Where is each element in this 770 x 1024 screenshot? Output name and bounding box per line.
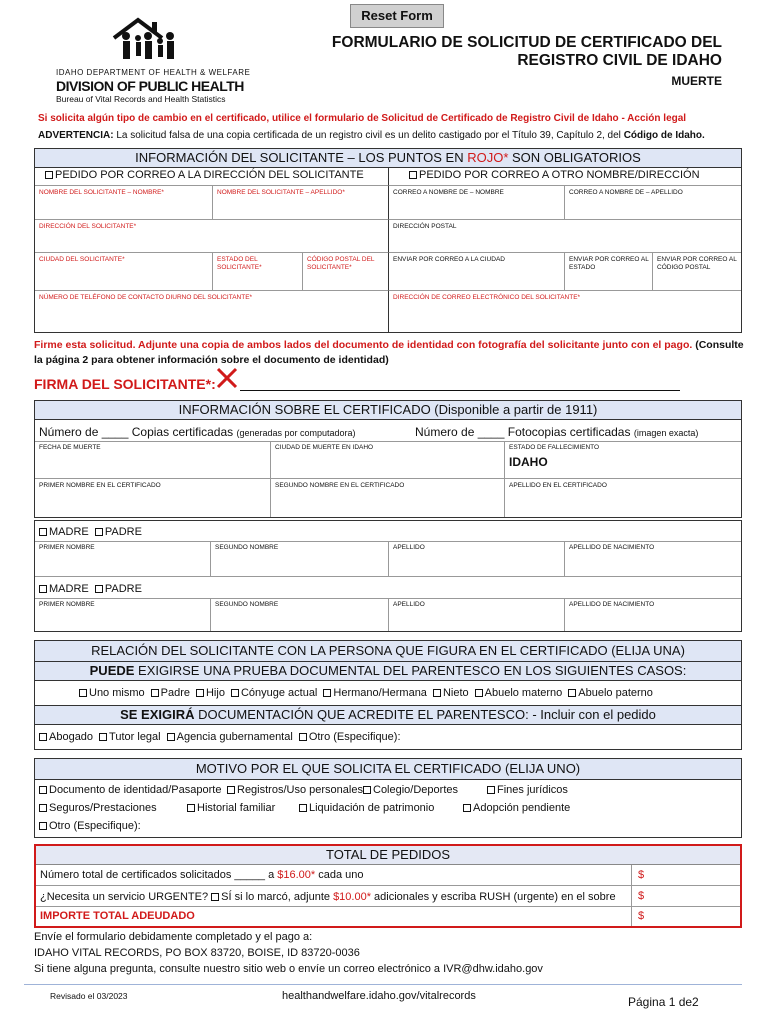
relation-options-2: Abogado Tutor legal Agencia gubernamental Otro (Especifique): (39, 731, 407, 743)
parent1-last-field[interactable]: APELLIDO (389, 541, 565, 577)
certificate-subtotal[interactable]: $ (632, 865, 740, 886)
applicant-zip-field[interactable]: CÓDIGO POSTAL DEL SOLICITANTE* (303, 253, 389, 291)
signature-line[interactable] (240, 390, 680, 391)
sibling-checkbox[interactable] (323, 689, 331, 697)
relation-options-1: Uno mismo Padre Hijo Cónyuge actual Hermano/Hermana Nieto Abuelo materno Abuelo paterno (79, 687, 659, 699)
relation-header: RELACIÓN DEL SOLICITANTE CON LA PERSONA QUE FIGURA EN EL CERTIFICADO (ELIJA UNA) (35, 641, 741, 661)
required-note: SE EXIGIRÁ DOCUMENTACIÓN QUE ACREDITE EL PARENTESCO: - Incluir con el pedido (35, 705, 741, 725)
applicant-first-name-field[interactable]: NOMBRE DEL SOLICITANTE – NOMBRE* (35, 186, 213, 220)
parent-checkbox[interactable] (151, 689, 159, 697)
death-state-value: IDAHO (509, 455, 548, 469)
parent1-middle-field[interactable]: SEGUNDO NOMBRE (211, 541, 389, 577)
agency-checkbox[interactable] (167, 733, 175, 741)
cert-middle-name-field[interactable]: SEGUNDO NOMBRE EN EL CERTIFICADO (271, 479, 505, 517)
bureau-name: Bureau of Vital Records and Health Statistics (56, 94, 226, 104)
mail-to-applicant-option[interactable]: PEDIDO POR CORREO A LA DIRECCIÓN DEL SOLICITANTE (35, 167, 389, 186)
total-due-value[interactable]: $ (638, 910, 645, 922)
applicant-last-name-field[interactable]: NOMBRE DEL SOLICITANTE – APELLIDO* (213, 186, 389, 220)
rush-subtotal[interactable]: $ (632, 886, 740, 907)
reset-form-button[interactable]: Reset Form (350, 4, 444, 28)
footer-divider (24, 984, 742, 985)
adoption-checkbox[interactable] (463, 804, 471, 812)
self-checkbox[interactable] (79, 689, 87, 697)
mother-checkbox[interactable] (39, 585, 47, 593)
cert-first-name-field[interactable]: PRIMER NOMBRE EN EL CERTIFICADO (35, 479, 271, 517)
mother-checkbox[interactable] (39, 528, 47, 536)
id-passport-checkbox[interactable] (39, 786, 47, 794)
warning-text: ADVERTENCIA: La solicitud falsa de una copia certificada de un registro civil es un delito castigado por el Título 39, Capítulo 2, del Código de Idaho. (38, 130, 705, 141)
mail-state-field[interactable]: ENVIAR POR CORREO AL ESTADO (565, 253, 653, 291)
death-city-field[interactable]: CIUDAD DE MUERTE EN IDAHO (271, 441, 505, 479)
parent2-first-field[interactable]: PRIMER NOMBRE (35, 598, 211, 631)
certificate-count-row[interactable]: Número total de certificados solicitados _____ a $16.00* cada uno (36, 865, 632, 886)
reason-row-1: Documento de identidad/Pasaporte Registros/Uso personales Colegio/Deportes Fines jurídicos (39, 784, 568, 796)
signature-label: FIRMA DEL SOLICITANTE*: (34, 376, 216, 392)
parent2-middle-field[interactable]: SEGUNDO NOMBRE (211, 598, 389, 631)
child-checkbox[interactable] (196, 689, 204, 697)
applicant-state-field[interactable]: ESTADO DEL SOLICITANTE* (213, 253, 303, 291)
death-date-field[interactable]: FECHA DE MUERTE (35, 441, 271, 479)
father-checkbox[interactable] (95, 585, 103, 593)
certificate-header: INFORMACIÓN SOBRE EL CERTIFICADO (Disponible a partir de 1911) (35, 401, 741, 420)
signature-x-icon (216, 367, 238, 389)
photocopies-row: Número de ____ Fotocopias certificadas (imagen exacta) (415, 425, 699, 439)
dept-name: IDAHO DEPARTMENT OF HEALTH & WELFARE (56, 68, 251, 77)
form-title-2: REGISTRO CIVIL DE IDAHO (517, 52, 722, 69)
estate-checkbox[interactable] (299, 804, 307, 812)
guardian-checkbox[interactable] (99, 733, 107, 741)
checkbox[interactable] (45, 171, 53, 179)
cert-last-name-field[interactable]: APELLIDO EN EL CERTIFICADO (509, 482, 607, 489)
checkbox[interactable] (409, 171, 417, 179)
grandchild-checkbox[interactable] (433, 689, 441, 697)
page-number: Página 1 de2 (628, 995, 699, 1009)
applicant-city-field[interactable]: CIUDAD DEL SOLICITANTE* (35, 253, 213, 291)
mail-zip-field[interactable]: ENVIAR POR CORREO AL CÓDIGO POSTAL (653, 253, 741, 291)
death-state-field[interactable]: ESTADO DE FALLECIMIENTO IDAHO (505, 441, 741, 479)
form-title-1: FORMULARIO DE SOLICITUD DE CERTIFICADO DEL (331, 34, 722, 51)
sign-instructions: Firme esta solicitud. Adjunte una copia de ambos lados del documento de identidad con fotografía del solicitante junto con el pago. (Consulte la página 2 para obtener información sobre el documento de identidad) (34, 339, 744, 366)
reason-section (34, 758, 742, 838)
parent2-birth-name-field[interactable]: APELLIDO DE NACIMIENTO (569, 601, 655, 608)
father-checkbox[interactable] (95, 528, 103, 536)
reason-row-2: Seguros/Prestaciones Historial familiar Liquidación de patrimonio Adopción pendiente (39, 802, 570, 814)
postal-address-field[interactable]: DIRECCIÓN POSTAL (389, 220, 741, 253)
other-checkbox[interactable] (299, 733, 307, 741)
rush-checkbox[interactable] (211, 893, 219, 901)
applicant-email-field[interactable]: DIRECCIÓN DE CORREO ELECTRÓNICO DEL SOLICITANTE* (393, 294, 581, 301)
copies-row: Número de ____ Copias certificadas (generadas por computadora) (39, 425, 356, 439)
reason-row-3: Otro (Especifique): (39, 820, 141, 832)
parent2-options: MADRE PADRE (39, 583, 142, 595)
attorney-checkbox[interactable] (39, 733, 47, 741)
parent2-last-field[interactable]: APELLIDO (389, 598, 565, 631)
applicant-header: INFORMACIÓN DEL SOLICITANTE – LOS PUNTOS EN ROJO* SON OBLIGATORIOS (35, 149, 741, 168)
contact-info: Si tiene alguna pregunta, consulte nuestro sitio web o envíe un correo electrónico a IVR@dhw.idaho.gov (34, 963, 543, 975)
form-subtitle: MUERTE (671, 74, 722, 88)
total-due-label: IMPORTE TOTAL ADEUDADO (36, 907, 632, 926)
rush-service-row[interactable]: ¿Necesita un servicio URGENTE? SÍ si lo marcó, adjunte $10.00* adicionales y escriba RUSH (urgente) en el sobre (36, 886, 632, 907)
reason-header: MOTIVO POR EL QUE SOLICITA EL CERTIFICADO (ELIJA UNO) (35, 759, 741, 780)
other-reason-checkbox[interactable] (39, 822, 47, 830)
mail-city-field[interactable]: ENVIAR POR CORREO A LA CIUDAD (389, 253, 565, 291)
personal-use-checkbox[interactable] (227, 786, 235, 794)
idhw-logo (108, 14, 180, 64)
send-instructions: Envíe el formulario debidamente completado y el pago a: (34, 931, 313, 943)
insurance-checkbox[interactable] (39, 804, 47, 812)
applicant-address-field[interactable]: DIRECCIÓN DEL SOLICITANTE* (35, 220, 389, 253)
applicant-section (34, 148, 742, 333)
maternal-grandparent-checkbox[interactable] (475, 689, 483, 697)
may-require-note: PUEDE EXIGIRSE UNA PRUEBA DOCUMENTAL DEL PARENTESCO EN LOS SIGUIENTES CASOS: (35, 661, 741, 681)
mail-last-name-field[interactable]: CORREO A NOMBRE DE – APELLIDO (565, 186, 741, 220)
spouse-checkbox[interactable] (231, 689, 239, 697)
paternal-grandparent-checkbox[interactable] (568, 689, 576, 697)
totals-header: TOTAL DE PEDIDOS (36, 846, 740, 865)
legal-purposes-checkbox[interactable] (487, 786, 495, 794)
mail-first-name-field[interactable]: CORREO A NOMBRE DE – NOMBRE (389, 186, 565, 220)
relation-section (34, 640, 742, 750)
division-name: DIVISION OF PUBLIC HEALTH (56, 78, 244, 94)
mailing-address: IDAHO VITAL RECORDS, PO BOX 83720, BOISE, ID 83720-0036 (34, 947, 360, 959)
parent1-options: MADRE PADRE (39, 526, 142, 538)
certificate-section (34, 400, 742, 518)
mail-to-other-option[interactable]: PEDIDO POR CORREO A OTRO NOMBRE/DIRECCIÓN (389, 167, 741, 186)
parent1-birth-name-field[interactable]: APELLIDO DE NACIMIENTO (565, 541, 741, 577)
website-link[interactable]: healthandwelfare.idaho.gov/vitalrecords (282, 990, 476, 1002)
totals-section (34, 844, 742, 928)
family-history-checkbox[interactable] (187, 804, 195, 812)
parent1-first-field[interactable]: PRIMER NOMBRE (35, 541, 211, 577)
applicant-phone-field[interactable]: NÚMERO DE TELÉFONO DE CONTACTO DIURNO DEL SOLICITANTE* (35, 291, 389, 332)
revision-date: Revisado el 03/2023 (50, 991, 128, 1001)
school-sports-checkbox[interactable] (363, 786, 371, 794)
notice-text: Si solicita algún tipo de cambio en el certificado, utilice el formulario de Solicitud de Certificado de Registro Civil de Idaho - Acción legal (38, 113, 687, 124)
parents-section (34, 520, 742, 632)
